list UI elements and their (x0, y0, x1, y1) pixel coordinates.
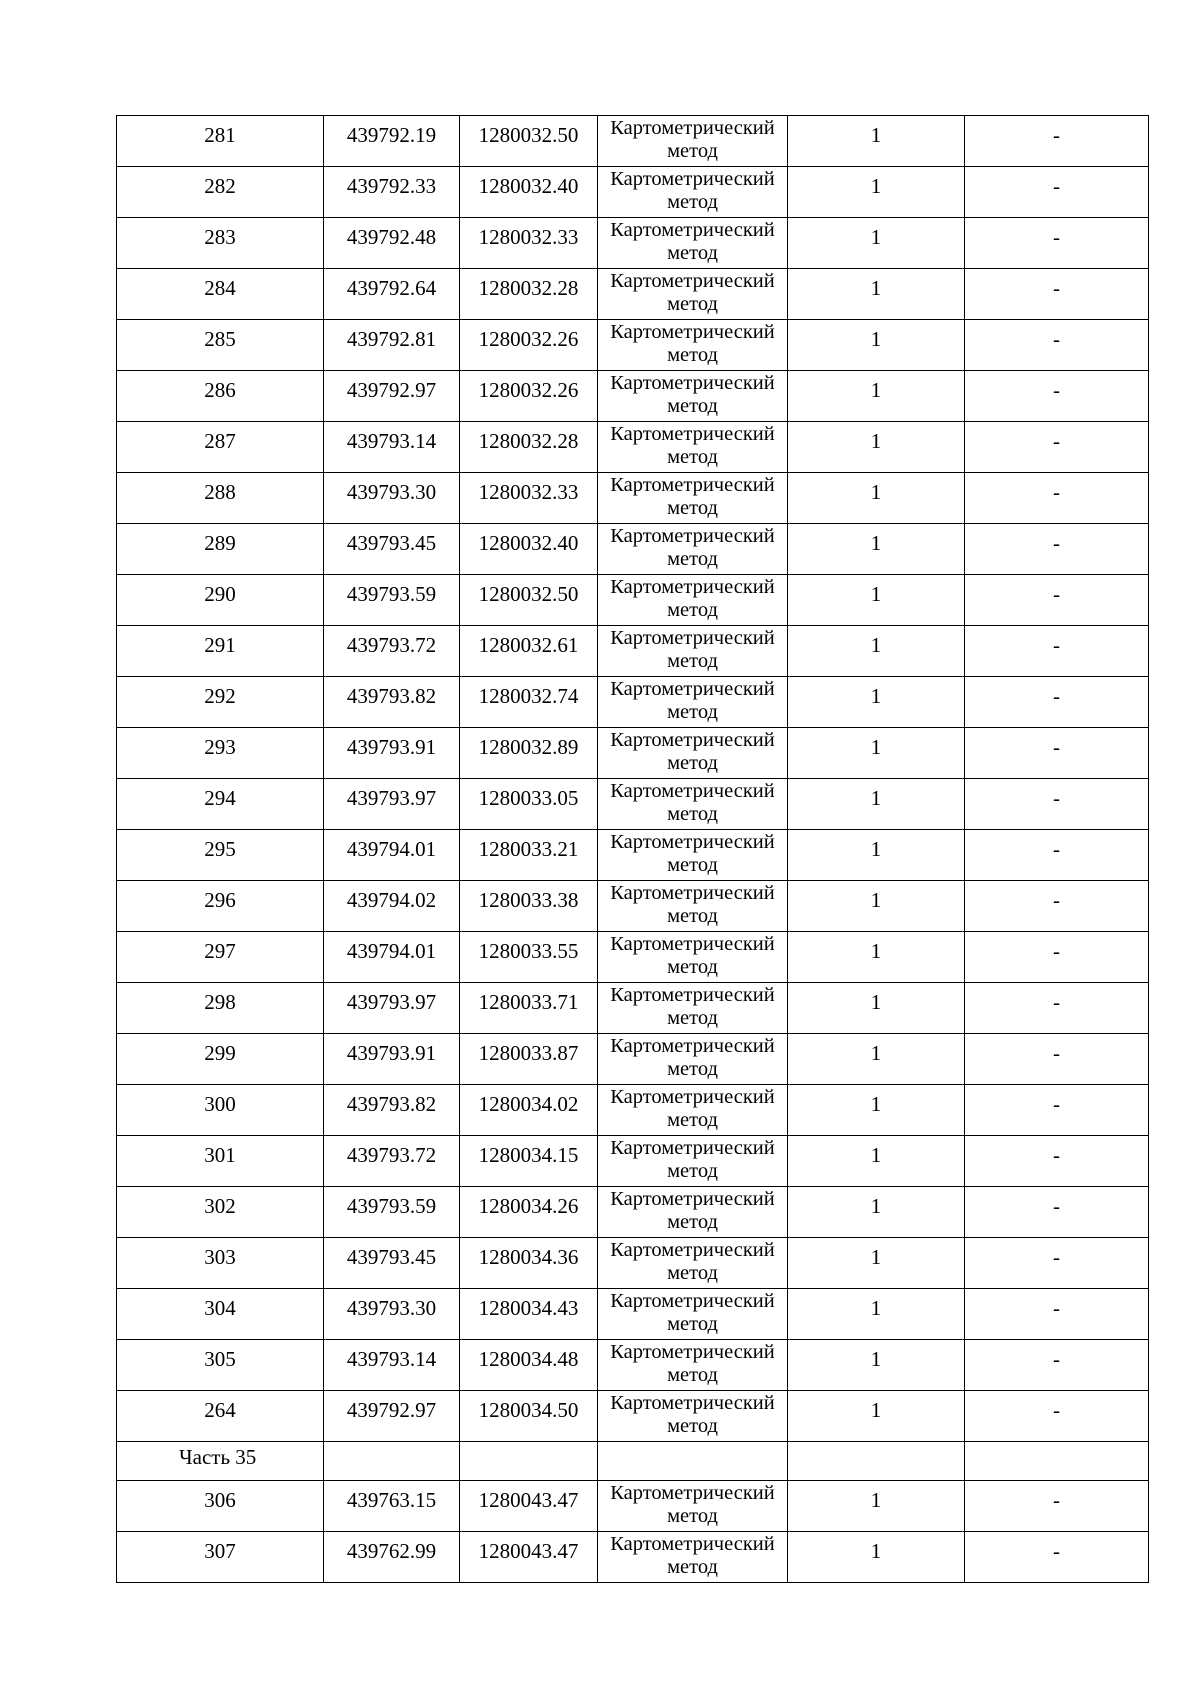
method-cell (598, 932, 788, 983)
point-number-cell: 288 (117, 473, 324, 524)
coordinate-y-cell: 1280032.33 (460, 473, 598, 524)
table-row (117, 677, 1149, 728)
note-cell: - (965, 779, 1149, 830)
point-number-cell: 301 (117, 1136, 324, 1187)
note-cell: - (965, 269, 1149, 320)
method-cell (598, 575, 788, 626)
method-text-line2: метод (667, 548, 718, 570)
coordinates-table-body (117, 116, 1149, 1583)
coordinate-y-cell: 1280032.40 (460, 524, 598, 575)
point-number-cell: 287 (117, 422, 324, 473)
section-row (117, 1442, 1149, 1481)
note-cell: - (965, 932, 1149, 983)
point-number-cell: 289 (117, 524, 324, 575)
accuracy-cell: 1 (788, 1187, 965, 1238)
coordinate-y-cell: 1280033.55 (460, 932, 598, 983)
method-text-line2: метод (667, 1364, 718, 1386)
note-cell: - (965, 1136, 1149, 1187)
note-cell: - (965, 473, 1149, 524)
point-number-cell: 294 (117, 779, 324, 830)
point-number-cell: 295 (117, 830, 324, 881)
coordinate-y-cell: 1280032.33 (460, 218, 598, 269)
method-cell (598, 983, 788, 1034)
point-number-cell: 304 (117, 1289, 324, 1340)
note-cell: - (965, 1481, 1149, 1532)
method-text-line1: Картометрический (610, 831, 775, 853)
point-number-cell: 291 (117, 626, 324, 677)
point-number-cell: 293 (117, 728, 324, 779)
point-number-cell: 297 (117, 932, 324, 983)
method-cell (598, 1085, 788, 1136)
coordinate-y-cell: 1280034.36 (460, 1238, 598, 1289)
coordinate-y-cell: 1280032.40 (460, 167, 598, 218)
method-cell (598, 116, 788, 167)
point-number-cell: 302 (117, 1187, 324, 1238)
accuracy-cell: 1 (788, 1532, 965, 1583)
note-cell: - (965, 830, 1149, 881)
method-cell (598, 830, 788, 881)
accuracy-cell: 1 (788, 422, 965, 473)
method-text-line2: метод (667, 446, 718, 468)
method-text-line2: метод (667, 1211, 718, 1233)
coordinate-x-cell: 439763.15 (324, 1481, 460, 1532)
method-text-line2: метод (667, 1109, 718, 1131)
note-cell: - (965, 524, 1149, 575)
method-text-line2: метод (667, 956, 718, 978)
coordinate-x-cell: 439792.33 (324, 167, 460, 218)
method-text-line1: Картометрический (610, 1188, 775, 1210)
method-cell (598, 167, 788, 218)
coordinate-x-cell: 439793.45 (324, 1238, 460, 1289)
accuracy-cell: 1 (788, 728, 965, 779)
method-cell (598, 1532, 788, 1583)
coordinate-x-cell: 439792.97 (324, 371, 460, 422)
point-number-cell: 286 (117, 371, 324, 422)
method-text-line1: Картометрический (610, 1239, 775, 1261)
point-number-cell: 285 (117, 320, 324, 371)
method-cell (598, 1391, 788, 1442)
method-text-line2: метод (667, 752, 718, 774)
note-cell: - (965, 575, 1149, 626)
method-text-line1: Картометрический (610, 984, 775, 1006)
method-text-line2: метод (667, 650, 718, 672)
coordinate-y-cell: 1280032.50 (460, 575, 598, 626)
method-text-line2: метод (667, 395, 718, 417)
table-row (117, 524, 1149, 575)
method-text-line1: Картометрический (610, 1533, 775, 1555)
table-row (117, 1481, 1149, 1532)
coordinate-y-cell: 1280034.15 (460, 1136, 598, 1187)
method-cell (598, 677, 788, 728)
table-row (117, 371, 1149, 422)
note-cell: - (965, 167, 1149, 218)
note-cell: - (965, 1391, 1149, 1442)
coordinate-x-cell: 439793.30 (324, 473, 460, 524)
coordinate-x-cell: 439792.81 (324, 320, 460, 371)
table-row (117, 1136, 1149, 1187)
accuracy-cell: 1 (788, 218, 965, 269)
method-cell (598, 1238, 788, 1289)
coordinate-y-cell: 1280033.21 (460, 830, 598, 881)
note-cell: - (965, 728, 1149, 779)
method-text-line1: Картометрический (610, 219, 775, 241)
coordinate-x-cell: 439793.14 (324, 1340, 460, 1391)
coordinate-y-cell: 1280033.38 (460, 881, 598, 932)
coordinate-x-cell: 439793.30 (324, 1289, 460, 1340)
point-number-cell: 292 (117, 677, 324, 728)
method-cell (598, 779, 788, 830)
coordinate-x-cell: 439793.97 (324, 779, 460, 830)
coordinate-x-cell: 439793.91 (324, 1034, 460, 1085)
accuracy-cell: 1 (788, 269, 965, 320)
coordinate-y-cell: 1280032.28 (460, 422, 598, 473)
table-row (117, 1187, 1149, 1238)
coordinate-x-cell: 439793.72 (324, 626, 460, 677)
point-number-cell: 305 (117, 1340, 324, 1391)
coordinate-x-cell: 439792.64 (324, 269, 460, 320)
method-text-line2: метод (667, 191, 718, 213)
method-text-line2: метод (667, 140, 718, 162)
coordinate-y-cell: 1280032.89 (460, 728, 598, 779)
accuracy-cell: 1 (788, 1136, 965, 1187)
method-text-line2: метод (667, 1160, 718, 1182)
accuracy-cell: 1 (788, 881, 965, 932)
table-row (117, 575, 1149, 626)
point-number-cell: 303 (117, 1238, 324, 1289)
empty-cell (788, 1442, 965, 1481)
method-cell (598, 371, 788, 422)
coordinate-y-cell: 1280034.43 (460, 1289, 598, 1340)
coordinate-y-cell: 1280043.47 (460, 1481, 598, 1532)
coordinate-y-cell: 1280032.26 (460, 320, 598, 371)
method-text-line2: метод (667, 344, 718, 366)
table-row (117, 1289, 1149, 1340)
coordinate-x-cell: 439793.82 (324, 677, 460, 728)
accuracy-cell: 1 (788, 473, 965, 524)
table-row (117, 1238, 1149, 1289)
coordinate-y-cell: 1280032.50 (460, 116, 598, 167)
coordinate-y-cell: 1280033.05 (460, 779, 598, 830)
method-cell (598, 473, 788, 524)
method-text-line1: Картометрический (610, 678, 775, 700)
coordinate-y-cell: 1280043.47 (460, 1532, 598, 1583)
method-text-line1: Картометрический (610, 1086, 775, 1108)
method-text-line1: Картометрический (610, 882, 775, 904)
method-text-line1: Картометрический (610, 1290, 775, 1312)
method-cell (598, 728, 788, 779)
method-text-line2: метод (667, 242, 718, 264)
coordinate-x-cell: 439794.02 (324, 881, 460, 932)
method-text-line2: метод (667, 293, 718, 315)
point-number-cell: 282 (117, 167, 324, 218)
accuracy-cell: 1 (788, 830, 965, 881)
point-number-cell: 281 (117, 116, 324, 167)
accuracy-cell: 1 (788, 677, 965, 728)
point-number-cell: 284 (117, 269, 324, 320)
method-text-line2: метод (667, 1313, 718, 1335)
method-cell (598, 524, 788, 575)
method-text-line1: Картометрический (610, 423, 775, 445)
method-cell (598, 422, 788, 473)
accuracy-cell: 1 (788, 932, 965, 983)
table-row (117, 881, 1149, 932)
note-cell: - (965, 218, 1149, 269)
point-number-cell: 299 (117, 1034, 324, 1085)
point-number-cell: 290 (117, 575, 324, 626)
table-row (117, 779, 1149, 830)
method-text-line2: метод (667, 497, 718, 519)
coordinate-y-cell: 1280032.61 (460, 626, 598, 677)
coordinate-y-cell: 1280034.02 (460, 1085, 598, 1136)
method-cell (598, 218, 788, 269)
coordinate-x-cell: 439792.48 (324, 218, 460, 269)
method-cell (598, 1034, 788, 1085)
table-row (117, 320, 1149, 371)
method-text-line1: Картометрический (610, 270, 775, 292)
note-cell: - (965, 677, 1149, 728)
table-row (117, 983, 1149, 1034)
coordinate-x-cell: 439794.01 (324, 932, 460, 983)
note-cell: - (965, 320, 1149, 371)
method-text-line1: Картометрический (610, 474, 775, 496)
accuracy-cell: 1 (788, 371, 965, 422)
note-cell: - (965, 1034, 1149, 1085)
accuracy-cell: 1 (788, 1289, 965, 1340)
method-text-line2: метод (667, 599, 718, 621)
coordinate-x-cell: 439762.99 (324, 1532, 460, 1583)
accuracy-cell: 1 (788, 983, 965, 1034)
method-text-line1: Картометрический (610, 933, 775, 955)
empty-cell (460, 1442, 598, 1481)
coordinate-y-cell: 1280033.71 (460, 983, 598, 1034)
method-text-line1: Картометрический (610, 1341, 775, 1363)
method-cell (598, 1481, 788, 1532)
method-cell (598, 1289, 788, 1340)
coordinate-y-cell: 1280032.74 (460, 677, 598, 728)
note-cell: - (965, 983, 1149, 1034)
table-row (117, 1532, 1149, 1583)
point-number-cell: 306 (117, 1481, 324, 1532)
table-row (117, 1085, 1149, 1136)
accuracy-cell: 1 (788, 524, 965, 575)
coordinate-y-cell: 1280032.26 (460, 371, 598, 422)
table-row (117, 830, 1149, 881)
note-cell: - (965, 1289, 1149, 1340)
table-row (117, 116, 1149, 167)
table-row (117, 1340, 1149, 1391)
table-row (117, 269, 1149, 320)
note-cell: - (965, 1340, 1149, 1391)
empty-cell (324, 1442, 460, 1481)
method-text-line1: Картометрический (610, 1137, 775, 1159)
coordinate-x-cell: 439793.91 (324, 728, 460, 779)
method-text-line1: Картометрический (610, 576, 775, 598)
coordinate-x-cell: 439793.72 (324, 1136, 460, 1187)
method-cell (598, 881, 788, 932)
method-cell (598, 320, 788, 371)
table-row (117, 728, 1149, 779)
method-text-line1: Картометрический (610, 1035, 775, 1057)
method-text-line1: Картометрический (610, 1482, 775, 1504)
accuracy-cell: 1 (788, 1085, 965, 1136)
method-text-line1: Картометрический (610, 372, 775, 394)
empty-cell (598, 1442, 788, 1481)
method-cell (598, 1187, 788, 1238)
point-number-cell: 296 (117, 881, 324, 932)
method-cell (598, 1136, 788, 1187)
coordinate-x-cell: 439793.82 (324, 1085, 460, 1136)
table-row (117, 422, 1149, 473)
note-cell: - (965, 371, 1149, 422)
point-number-cell: 298 (117, 983, 324, 1034)
coordinate-y-cell: 1280032.28 (460, 269, 598, 320)
note-cell: - (965, 1238, 1149, 1289)
point-number-cell: 300 (117, 1085, 324, 1136)
table-row (117, 1391, 1149, 1442)
note-cell: - (965, 422, 1149, 473)
method-text-line1: Картометрический (610, 321, 775, 343)
coordinate-y-cell: 1280033.87 (460, 1034, 598, 1085)
note-cell: - (965, 1532, 1149, 1583)
method-text-line2: метод (667, 803, 718, 825)
accuracy-cell: 1 (788, 1391, 965, 1442)
coordinate-y-cell: 1280034.50 (460, 1391, 598, 1442)
method-text-line2: метод (667, 1415, 718, 1437)
method-text-line1: Картометрический (610, 780, 775, 802)
coordinate-x-cell: 439793.59 (324, 1187, 460, 1238)
method-text-line2: метод (667, 1007, 718, 1029)
method-text-line2: метод (667, 701, 718, 723)
coordinate-x-cell: 439793.45 (324, 524, 460, 575)
coordinate-x-cell: 439793.14 (324, 422, 460, 473)
method-cell (598, 626, 788, 677)
coordinate-x-cell: 439792.97 (324, 1391, 460, 1442)
accuracy-cell: 1 (788, 167, 965, 218)
coordinate-x-cell: 439792.19 (324, 116, 460, 167)
method-text-line1: Картометрический (610, 525, 775, 547)
note-cell: - (965, 1187, 1149, 1238)
table-row (117, 167, 1149, 218)
table-row (117, 626, 1149, 677)
method-text-line2: метод (667, 905, 718, 927)
method-text-line1: Картометрический (610, 117, 775, 139)
accuracy-cell: 1 (788, 1034, 965, 1085)
accuracy-cell: 1 (788, 626, 965, 677)
coordinate-y-cell: 1280034.48 (460, 1340, 598, 1391)
method-cell (598, 269, 788, 320)
note-cell: - (965, 626, 1149, 677)
table-row (117, 1034, 1149, 1085)
coordinate-x-cell: 439794.01 (324, 830, 460, 881)
method-text-line2: метод (667, 1058, 718, 1080)
method-text-line2: метод (667, 1556, 718, 1578)
method-text-line1: Картометрический (610, 729, 775, 751)
accuracy-cell: 1 (788, 575, 965, 626)
note-cell: - (965, 116, 1149, 167)
point-number-cell: 307 (117, 1532, 324, 1583)
method-text-line2: метод (667, 1262, 718, 1284)
accuracy-cell: 1 (788, 1340, 965, 1391)
point-number-cell: 264 (117, 1391, 324, 1442)
table-row (117, 218, 1149, 269)
coordinate-y-cell: 1280034.26 (460, 1187, 598, 1238)
section-label-cell: Часть 35 (117, 1442, 324, 1481)
method-text-line2: метод (667, 1505, 718, 1527)
accuracy-cell: 1 (788, 1238, 965, 1289)
accuracy-cell: 1 (788, 1481, 965, 1532)
empty-cell (965, 1442, 1149, 1481)
method-text-line2: метод (667, 854, 718, 876)
method-text-line1: Картометрический (610, 168, 775, 190)
coordinates-table (116, 115, 1149, 1583)
coordinate-x-cell: 439793.97 (324, 983, 460, 1034)
point-number-cell: 283 (117, 218, 324, 269)
table-row (117, 473, 1149, 524)
coordinate-x-cell: 439793.59 (324, 575, 460, 626)
method-text-line1: Картометрический (610, 1392, 775, 1414)
method-cell (598, 1340, 788, 1391)
accuracy-cell: 1 (788, 320, 965, 371)
note-cell: - (965, 1085, 1149, 1136)
note-cell: - (965, 881, 1149, 932)
table-row (117, 932, 1149, 983)
accuracy-cell: 1 (788, 116, 965, 167)
method-text-line1: Картометрический (610, 627, 775, 649)
accuracy-cell: 1 (788, 779, 965, 830)
